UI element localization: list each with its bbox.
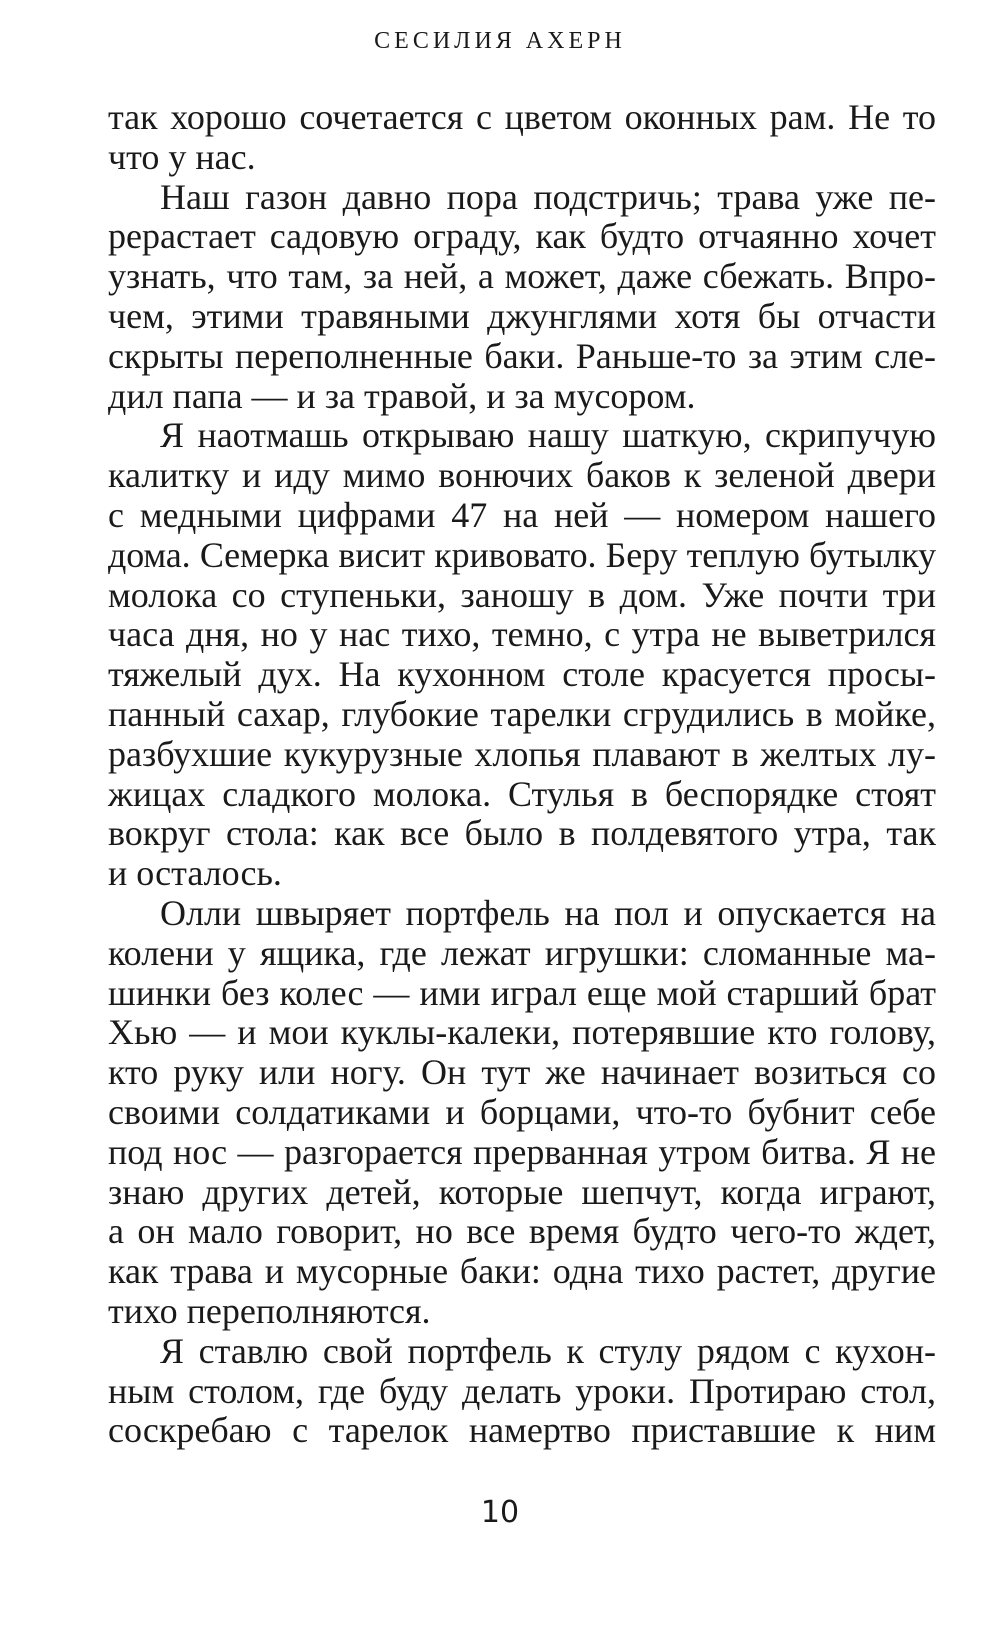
text-line: Хью — и мои куклы-калеки, потерявшие кто голову, — [108, 1012, 936, 1053]
text-line: дил папа — и за травой, и за мусором. — [108, 375, 696, 416]
text-line: Наш газон давно пора подстричь; трава уже пе- — [160, 176, 936, 217]
text-line: рерастает садовую ограду, как будто отчаянно хочет — [108, 216, 936, 257]
text-line: тихо переполняются. — [108, 1290, 431, 1331]
text-line: соскребаю с тарелок намертво приставшие к ним — [108, 1410, 936, 1451]
text-line: калитку и иду мимо вонючих баков к зеленой двери — [108, 455, 936, 496]
paragraph — [108, 1332, 936, 1451]
running-header: СЕСИЛИЯ АХЕРН — [374, 28, 626, 54]
text-line: колени у ящика, где лежат игрушки: сломанные ма- — [108, 932, 936, 973]
text-line: шинки без колес — ими играл еще мой старший брат — [108, 972, 936, 1013]
text-line: и осталось. — [108, 853, 282, 894]
text-line: часа дня, но у нас тихо, темно, с утра не выветрился — [108, 614, 936, 655]
text-line: дома. Семерка висит кривовато. Беру теплую бутылку — [108, 534, 936, 575]
text-line: так хорошо сочетается с цветом оконных рам. Не то — [108, 97, 936, 137]
text-line: Я наотмашь открываю нашу шаткую, скрипучую — [160, 415, 936, 456]
text-line: как трава и мусорные баки: одна тихо растет, другие — [108, 1251, 936, 1292]
text-line: скрыты переполненные баки. Раньше-то за этим сле- — [108, 335, 936, 376]
body-text — [108, 98, 936, 1451]
text-line: а он мало говорит, но все время будто чего-то ждет, — [108, 1211, 936, 1252]
text-line: Олли швыряет портфель на пол и опускается на — [160, 892, 936, 933]
text-line: под нос — разгорается прерванная утром битва. Я не — [108, 1131, 936, 1172]
text-line: кто руку или ногу. Он тут же начинает возиться со — [108, 1052, 936, 1093]
text-line: узнать, что там, за ней, а может, даже сбежать. Впро- — [108, 256, 936, 297]
text-line: что у нас. — [108, 136, 256, 177]
text-line: тяжелый дух. На кухонном столе красуется просы- — [108, 654, 936, 695]
paragraph — [108, 416, 936, 894]
text-line: жицах сладкого молока. Стулья в беспорядке стоят — [108, 773, 936, 814]
paragraph — [108, 98, 936, 178]
text-line: своими солдатиками и борцами, что-то бубнит себе — [108, 1091, 936, 1132]
text-line: вокруг стола: как все было в полдевятого утра, так — [108, 813, 936, 854]
paragraph — [108, 894, 936, 1332]
text-line: Я ставлю свой портфель к стулу рядом с кухон- — [160, 1330, 936, 1371]
text-line: панный сахар, глубокие тарелки сгрудились в мойке, — [108, 693, 936, 734]
page-number: 10 — [480, 1495, 520, 1530]
text-line: разбухшие кукурузные хлопья плавают в желтых лу- — [108, 733, 936, 774]
text-line: с медными цифрами 47 на ней — номером нашего — [108, 494, 936, 535]
paragraph — [108, 178, 936, 417]
text-line: чем, этими травяными джунглями хотя бы отчасти — [108, 295, 936, 336]
text-line: знаю других детей, которые шепчут, когда играют, — [108, 1171, 936, 1212]
text-line: молока со ступеньки, заношу в дом. Уже почти три — [108, 574, 936, 615]
text-line: ным столом, где буду делать уроки. Протираю стол, — [108, 1370, 936, 1411]
